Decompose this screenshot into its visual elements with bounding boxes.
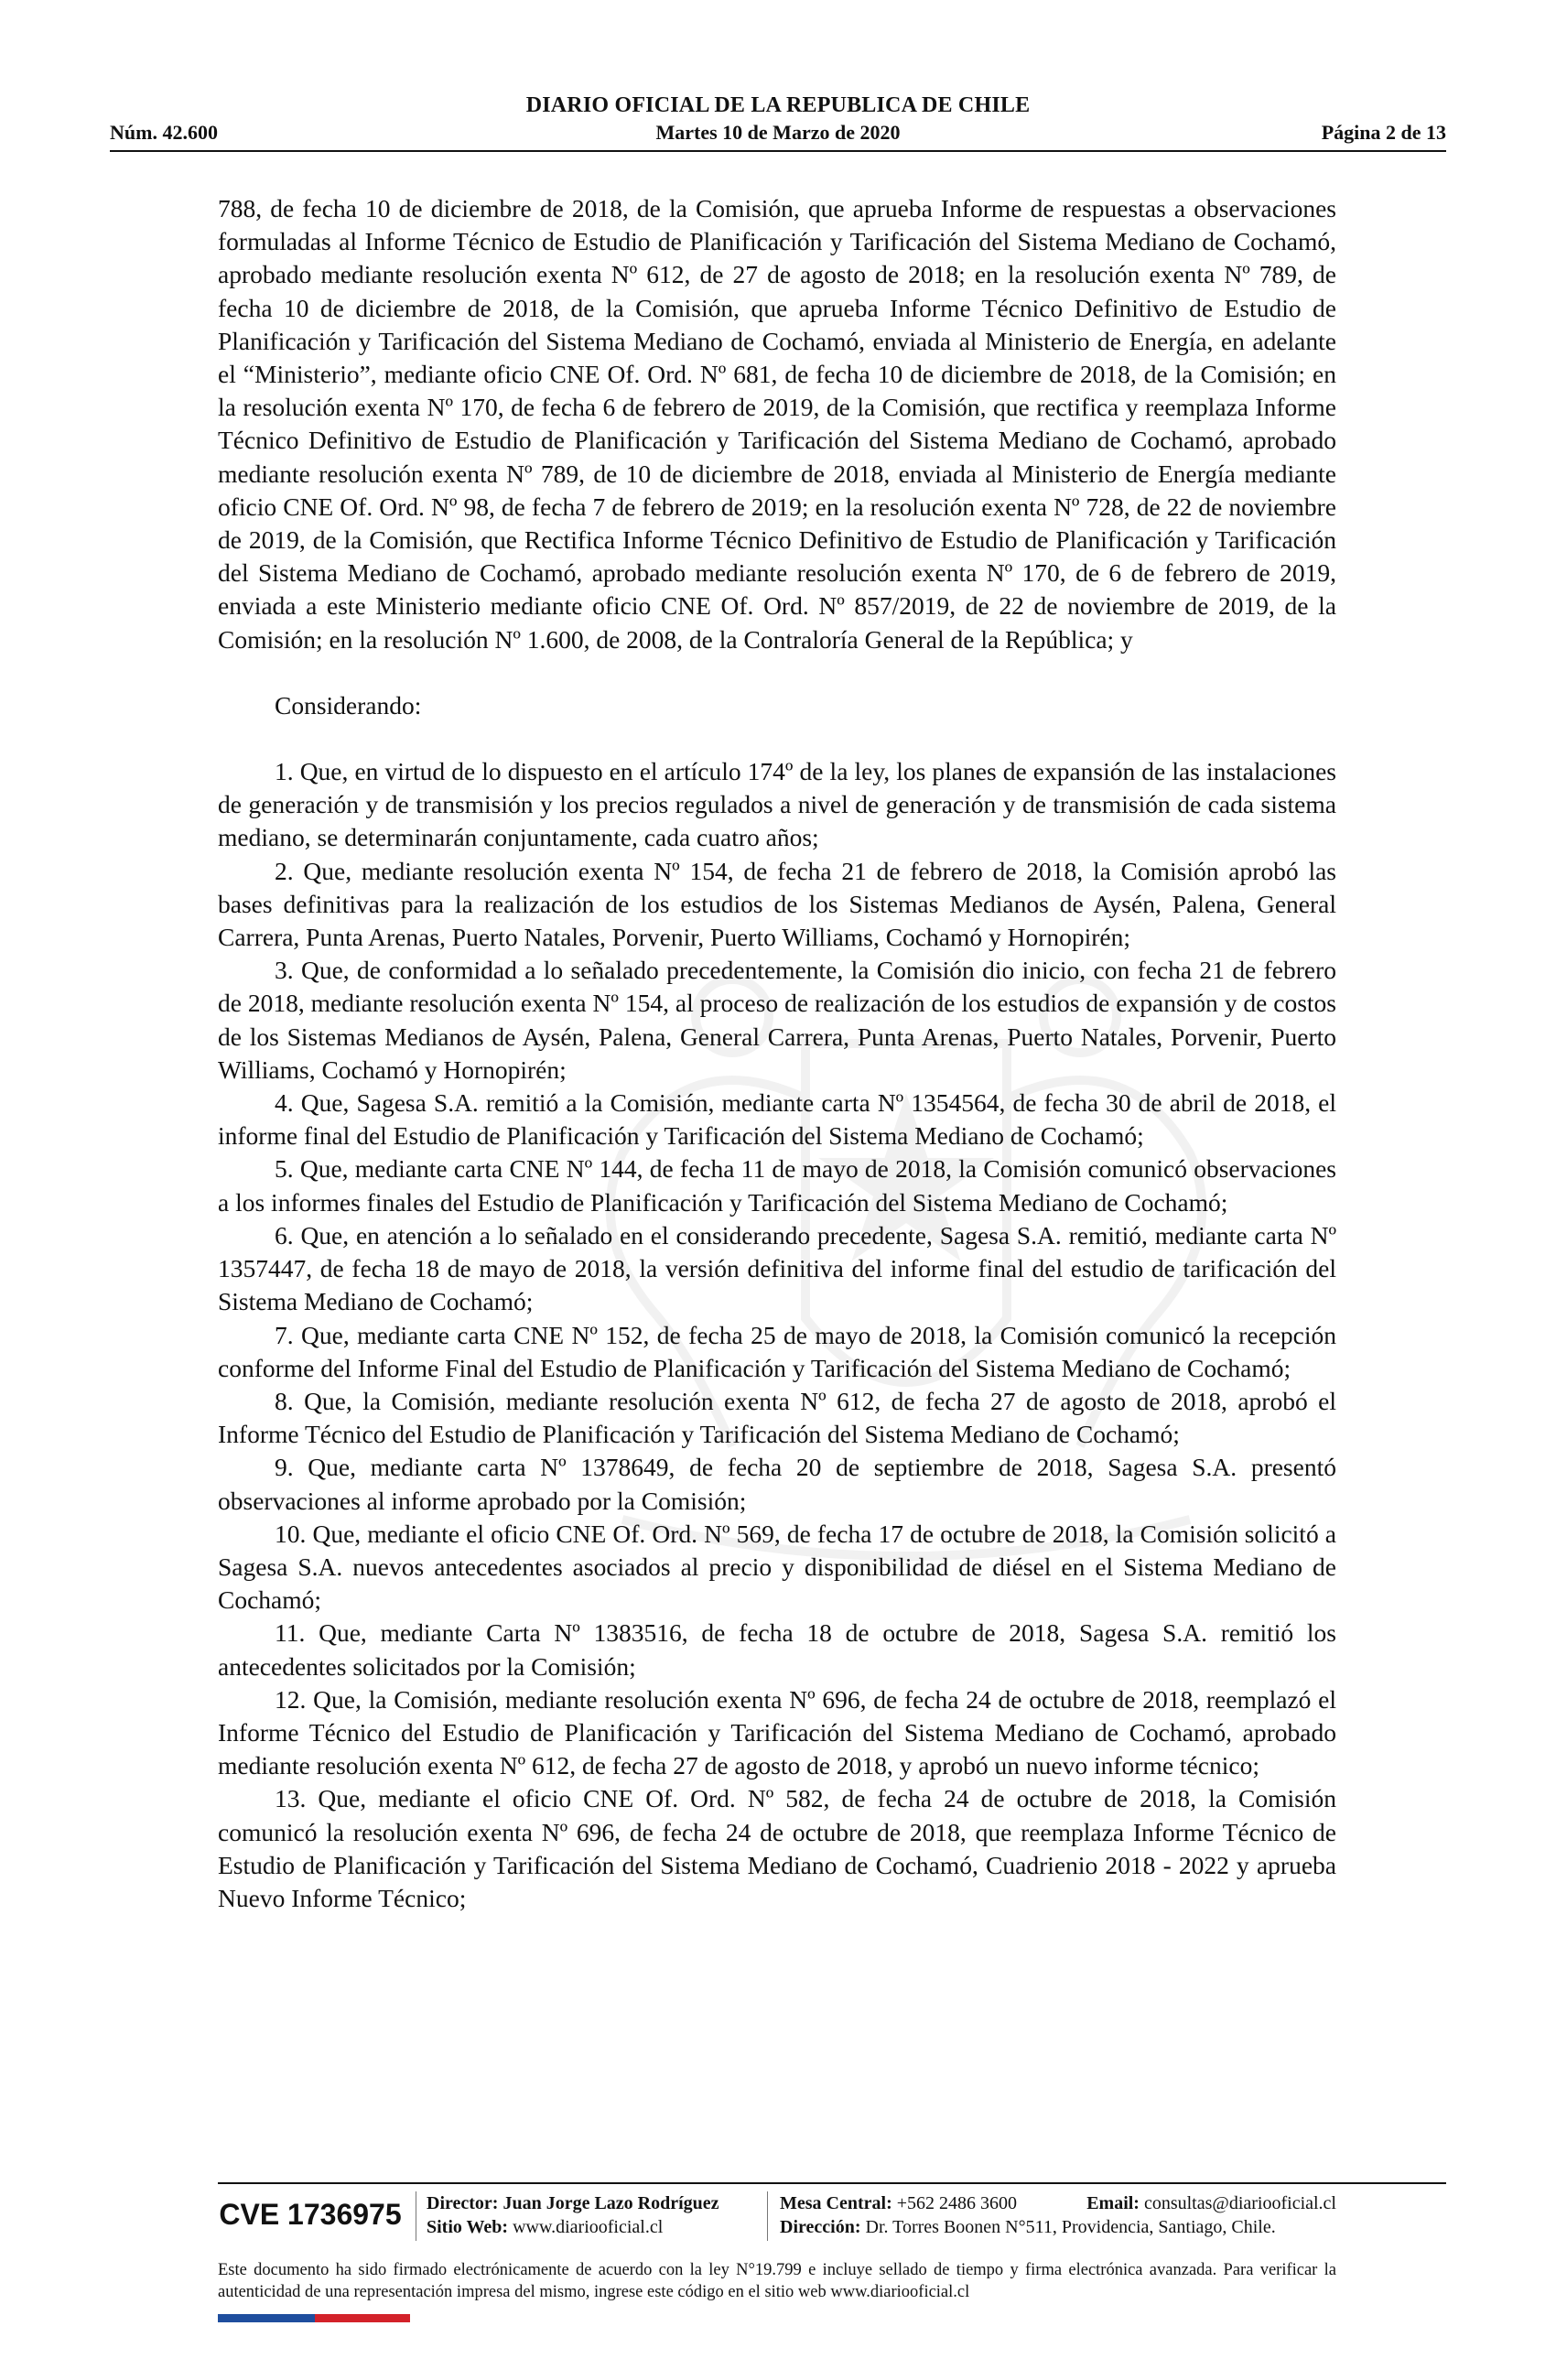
phone-value: +562 2486 3600: [896, 2193, 1018, 2213]
phone-label: Mesa Central:: [780, 2193, 892, 2213]
considerando-item: 10. Que, mediante el oficio CNE Of. Ord. Nº 569, de fecha 17 de octubre de 2018, la Comisión solicitó a Sagesa S.A. nuevos antecedentes asociados al precio y disponibilidad de diésel en el Sistema Mediano de Cochamó;: [218, 1519, 1336, 1615]
considerando-item: 6. Que, en atención a lo señalado en el considerando precedente, Sagesa S.A. remitió, mediante carta Nº 1357447, de fecha 18 de mayo de 2018, la versión definitiva del informe final del estudio de tarificación del Sistema Mediano de Cochamó;: [218, 1220, 1336, 1316]
intro-paragraph: 788, de fecha 10 de diciembre de 2018, de la Comisión, que aprueba Informe de respuestas a observaciones formuladas al Informe Técnico de Estudio de Planificación y Tarificación del Sistema Mediano de Cochamó, aprobado mediante resolución exenta Nº 612, de 27 de agosto de 2018; en la resolución exenta Nº 789, de fecha 10 de diciembre de 2018, de la Comisión, que aprueba Informe Técnico Definitivo de Estudio de Planificación y Tarificación del Sistema Mediano de Cochamó, enviada al Ministerio de Energía, en adelante el “Ministerio”, mediante oficio CNE Of. Ord. Nº 681, de fecha 10 de diciembre de 2018, de la Comisión; en la resolución exenta Nº 170, de fecha 6 de febrero de 2019, de la Comisión, que rectifica y reemplaza Informe Técnico Definitivo de Estudio de Planificación y Tarificación del Sistema Mediano de Cochamó, aprobado mediante resolución exenta Nº 789, de 10 de diciembre de 2018, enviada al Ministerio de Energía mediante oficio CNE Of. Ord. Nº 98, de fecha 7 de febrero de 2019; en la resolución exenta Nº 728, de 22 de noviembre de 2019, de la Comisión, que Rectifica Informe Técnico Definitivo de Estudio de Planificación y Tarificación del Sistema Mediano de Cochamó, aprobado mediante resolución exenta Nº 170, de 6 de febrero de 2019, enviada a este Ministerio mediante oficio CNE Of. Ord. Nº 857/2019, de 22 de noviembre de 2019, de la Comisión; en la resolución Nº 1.600, de 2008, de la Contraloría General de la República; y: [218, 194, 1336, 654]
flag-stripe-red: [315, 2314, 410, 2322]
considerando-item: 1. Que, en virtud de lo dispuesto en el artículo 174º de la ley, los planes de expansión de las instalaciones de generación y de transmisión y los precios regulados a nivel de generación y de transmisión de cada sistema mediano, se determinarán conjuntamente, cada cuatro años;: [218, 757, 1336, 852]
considerando-item: 13. Que, mediante el oficio CNE Of. Ord. Nº 582, de fecha 24 de octubre de 2018, la Comisión comunicó la resolución exenta Nº 696, de fecha 24 de octubre de 2018, que reemplaza Informe Técnico de Estudio de Planificación y Tarificación del Sistema Mediano de Cochamó, Cuadrienio 2018 - 2022 y aprueba Nuevo Informe Técnico;: [218, 1784, 1336, 1912]
address-label: Dirección:: [780, 2217, 861, 2237]
considerando-item: 7. Que, mediante carta CNE Nº 152, de fecha 25 de mayo de 2018, la Comisión comunicó la recepción conforme del Informe Final del Estudio de Planificación y Tarificación del Sistema Mediano de Cochamó;: [218, 1320, 1336, 1382]
considerando-item: 8. Que, la Comisión, mediante resolución exenta Nº 612, de fecha 27 de agosto de 2018, aprobó el Informe Técnico del Estudio de Planificación y Tarificación del Sistema Mediano de Cochamó;: [218, 1386, 1336, 1449]
legal-notice: Este documento ha sido firmado electrónicamente de acuerdo con la ley N°19.799 e incluye sellado de tiempo y firma electrónica avanzada. Para verificar la autenticidad de una representación impresa del mismo, ingrese este código en el sitio web www.diariooficial.cl: [218, 2261, 1336, 2301]
page-number: Página 2 de 13: [1321, 121, 1446, 144]
footer-contact-block: [780, 2191, 1336, 2239]
considerando-item: 11. Que, mediante Carta Nº 1383516, de fecha 18 de octubre de 2018, Sagesa S.A. remitió los antecedentes solicitados por la Comisión;: [218, 1618, 1336, 1681]
considerando-item: 9. Que, mediante carta Nº 1378649, de fecha 20 de septiembre de 2018, Sagesa S.A. presentó observaciones al informe aprobado por la Comisión;: [218, 1453, 1336, 1515]
address-value: Dr. Torres Boonen N°511, Providencia, Santiago, Chile.: [865, 2217, 1276, 2237]
email-label: Email:: [1086, 2193, 1140, 2213]
site-label: Sitio Web:: [427, 2217, 509, 2237]
issue-date: Martes 10 de Marzo de 2020: [655, 121, 901, 144]
considerando-item: 2. Que, mediante resolución exenta Nº 154, de fecha 21 de febrero de 2018, la Comisión aprobó las bases definitivas para la realización de los estudios de los Sistemas Medianos de Aysén, Palena, General Carrera, Punta Arenas, Puerto Natales, Porvenir, Puerto Williams, Cochamó y Hornopirén;: [218, 856, 1336, 952]
considerando-item: 3. Que, de conformidad a lo señalado precedentemente, la Comisión dio inicio, con fecha 21 de febrero de 2018, mediante resolución exenta Nº 154, al proceso de realización de los estudios de expansión y de costos de los Sistemas Medianos de Aysén, Palena, General Carrera, Punta Arenas, Puerto Natales, Porvenir, Puerto Williams, Cochamó y Hornopirén;: [218, 956, 1336, 1084]
site-link[interactable]: www.diariooficial.cl: [513, 2217, 664, 2237]
considerando-item: 5. Que, mediante carta CNE Nº 144, de fecha 11 de mayo de 2018, la Comisión comunicó observaciones a los informes finales del Estudio de Planificación y Tarificación del Sistema Mediano de Cochamó;: [218, 1154, 1336, 1217]
flag-stripe-blue: [218, 2314, 315, 2322]
cve-code: CVE 1736975: [219, 2198, 402, 2231]
issue-number: Núm. 42.600: [110, 121, 218, 144]
footer-divider: [218, 2182, 1446, 2184]
footer-director-block: [427, 2191, 719, 2239]
email-link[interactable]: consultas@diariooficial.cl: [1143, 2193, 1336, 2213]
page-header: [110, 93, 1446, 148]
header-divider: [110, 150, 1446, 152]
newspaper-title: DIARIO OFICIAL DE LA REPUBLICA DE CHILE: [525, 93, 1031, 117]
footer-separator: [767, 2191, 768, 2241]
director-label: Director:: [427, 2193, 499, 2213]
considering-heading: Considerando:: [275, 690, 422, 719]
considerando-item: 4. Que, Sagesa S.A. remitió a la Comisión, mediante carta Nº 1354564, de fecha 30 de abril de 2018, el informe final del Estudio de Planificación y Tarificación del Sistema Mediano de Cochamó;: [218, 1088, 1336, 1151]
document-body: [218, 192, 1336, 1915]
director-name: Juan Jorge Lazo Rodríguez: [502, 2193, 719, 2213]
considerando-item: 12. Que, la Comisión, mediante resolución exenta Nº 696, de fecha 24 de octubre de 2018, reemplazó el Informe Técnico del Estudio de Planificación y Tarificación del Sistema Mediano de Cochamó, aprobado mediante resolución exenta Nº 612, de fecha 27 de agosto de 2018, y aprobó un nuevo informe técnico;: [218, 1684, 1336, 1780]
